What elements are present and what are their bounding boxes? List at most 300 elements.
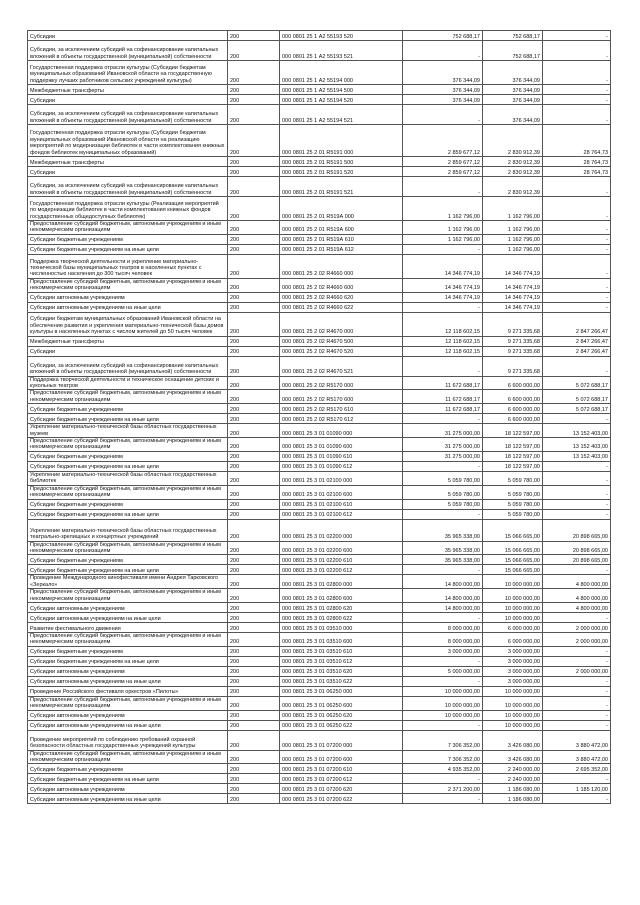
row-budget-code: 000 0801 25 3 01 06250 620 [280, 710, 403, 720]
row-unexecuted-amount: - [543, 292, 611, 302]
row-line-code: 200 [228, 602, 280, 612]
row-description: Укрепление материально-технической базы областных государственных библиотек [28, 471, 228, 485]
row-description: Субсидии, за исключением субсидий на софинансирование капитальных вложений в объекты государственной (муниципальной) собственности [28, 177, 228, 197]
row-executed-amount: 10 000 000,00 [483, 710, 543, 720]
row-unexecuted-amount: 20 898 665,00 [543, 541, 611, 555]
row-budget-code: 000 0801 25 3 01 02100 600 [280, 485, 403, 499]
table-row [28, 390, 611, 404]
row-budget-code: 000 0801 25 2 02 R4670 520 [280, 346, 403, 356]
row-approved-amount: 4 935 352,00 [403, 764, 483, 774]
row-line-code: 200 [228, 499, 280, 509]
table-row [28, 794, 611, 804]
row-line-code: 200 [228, 424, 280, 438]
row-description: Субсидии, за исключением субсидий на софинансирование капитальных вложений в объекты государственной (муниципальной) собственности [28, 41, 228, 61]
table-row [28, 555, 611, 565]
row-executed-amount: 18 122 597,00 [483, 424, 543, 438]
row-unexecuted-amount: - [543, 61, 611, 85]
row-approved-amount: 14 800 000,00 [403, 602, 483, 612]
row-line-code: 200 [228, 376, 280, 390]
row-description: Субсидии бюджетным учреждениям на иные цели [28, 414, 228, 424]
row-unexecuted-amount: - [543, 221, 611, 235]
row-executed-amount: 3 426 080,00 [483, 750, 543, 764]
table-row [28, 646, 611, 656]
row-executed-amount: 9 271 335,68 [483, 312, 543, 336]
row-approved-amount: 1 162 796,00 [403, 197, 483, 221]
table-row [28, 710, 611, 720]
row-line-code: 200 [228, 125, 280, 157]
row-unexecuted-amount: 13 152 403,00 [543, 424, 611, 438]
row-executed-amount: 6 000 000,00 [483, 622, 543, 632]
row-budget-code: 000 0801 25 2 02 R5170 600 [280, 390, 403, 404]
row-unexecuted-amount: 2 847 266,47 [543, 336, 611, 346]
table-row [28, 254, 611, 278]
table-row [28, 602, 611, 612]
table-row [28, 414, 611, 424]
table-row [28, 730, 611, 750]
row-executed-amount: 752 688,17 [483, 31, 543, 41]
row-unexecuted-amount: 5 072 688,17 [543, 404, 611, 414]
row-unexecuted-amount: - [543, 656, 611, 666]
row-budget-code: 000 0801 25 1 А2 55194 521 [280, 105, 403, 125]
row-budget-code: 000 0801 25 2 01 R519А 600 [280, 221, 403, 235]
row-line-code: 200 [228, 346, 280, 356]
row-executed-amount: 376 344,09 [483, 105, 543, 125]
row-budget-code: 000 0801 25 2 02 R4670 000 [280, 312, 403, 336]
row-line-code: 200 [228, 764, 280, 774]
row-approved-amount: - [403, 356, 483, 376]
row-approved-amount: 14 346 774,19 [403, 254, 483, 278]
row-approved-amount: 376 344,09 [403, 95, 483, 105]
row-budget-code: 000 0801 25 3 01 03510 600 [280, 632, 403, 646]
row-line-code: 200 [228, 646, 280, 656]
row-description: Субсидии [28, 95, 228, 105]
row-description: Межбюджетные трансферты [28, 157, 228, 167]
row-budget-code: 000 0801 25 2 02 R5170 610 [280, 404, 403, 414]
row-approved-amount: 2 859 677,12 [403, 157, 483, 167]
row-description: Субсидии бюджетным учреждениям [28, 764, 228, 774]
row-line-code: 200 [228, 750, 280, 764]
row-budget-code: 000 0801 25 3 01 02200 600 [280, 541, 403, 555]
row-budget-code: 000 0801 25 3 01 07200 610 [280, 764, 403, 774]
row-budget-code: 000 0801 25 2 02 R5170 612 [280, 414, 403, 424]
row-unexecuted-amount: - [543, 499, 611, 509]
row-approved-amount: - [403, 774, 483, 784]
table-row [28, 656, 611, 666]
row-line-code: 200 [228, 234, 280, 244]
row-description: Предоставление субсидий бюджетным, автономным учреждениям и иным некоммерческим организациям [28, 750, 228, 764]
row-approved-amount: 10 000 000,00 [403, 696, 483, 710]
row-unexecuted-amount: 4 800 000,00 [543, 589, 611, 603]
row-description: Предоставление субсидий бюджетным, автономным учреждениям и иным некоммерческим организациям [28, 485, 228, 499]
row-unexecuted-amount: 13 152 403,00 [543, 451, 611, 461]
row-approved-amount: 8 000 000,00 [403, 622, 483, 632]
row-budget-code: 000 0801 25 2 02 R4660 000 [280, 254, 403, 278]
row-budget-code: 000 0801 25 2 02 R4660 600 [280, 278, 403, 292]
row-approved-amount: 11 672 688,17 [403, 376, 483, 390]
row-executed-amount: 2 830 912,39 [483, 167, 543, 177]
row-approved-amount: - [403, 461, 483, 471]
row-unexecuted-amount: - [543, 696, 611, 710]
row-approved-amount: 1 162 796,00 [403, 234, 483, 244]
row-description: Проведение мероприятий по соблюдению требований охранной безопасности областных государственных учреждений культуры [28, 730, 228, 750]
row-budget-code: 000 0801 25 3 01 06250 622 [280, 720, 403, 730]
row-description: Субсидии, за исключением субсидий на софинансирование капитальных вложений в объекты государственной (муниципальной) собственности [28, 105, 228, 125]
row-budget-code: 000 0801 25 3 01 03510 610 [280, 646, 403, 656]
row-line-code: 200 [228, 221, 280, 235]
row-description: Субсидии автономным учреждениям на иные цели [28, 720, 228, 730]
row-unexecuted-amount: - [543, 686, 611, 696]
row-unexecuted-amount: - [543, 646, 611, 656]
row-budget-code: 000 0801 25 3 01 02800 622 [280, 612, 403, 622]
row-executed-amount: 14 346 774,19 [483, 254, 543, 278]
row-budget-code: 000 0801 25 3 01 03510 622 [280, 676, 403, 686]
row-executed-amount: 5 059 780,00 [483, 509, 543, 519]
row-approved-amount: 752 688,17 [403, 31, 483, 41]
row-description: Предоставление субсидий бюджетным, автономным учреждениям и иным некоммерческим организациям [28, 589, 228, 603]
budget-execution-table [27, 30, 611, 804]
row-budget-code: 000 0801 25 2 01 R519А 612 [280, 244, 403, 254]
row-description: Проведение Российского фестиваля оркестров «Пилоты» [28, 686, 228, 696]
row-approved-amount: 11 672 688,17 [403, 404, 483, 414]
row-executed-amount: 1 186 080,00 [483, 794, 543, 804]
row-line-code: 200 [228, 356, 280, 376]
row-line-code: 200 [228, 519, 280, 541]
row-budget-code: 000 0801 25 3 01 02200 612 [280, 565, 403, 575]
row-budget-code: 000 0801 25 1 А2 55193 520 [280, 31, 403, 41]
row-approved-amount: - [403, 720, 483, 730]
table-row [28, 750, 611, 764]
row-executed-amount: 18 122 597,00 [483, 451, 543, 461]
row-approved-amount: 7 306 352,00 [403, 750, 483, 764]
row-executed-amount: 14 346 774,19 [483, 292, 543, 302]
row-unexecuted-amount: - [543, 461, 611, 471]
row-budget-code: 000 0801 25 2 02 R5170 000 [280, 376, 403, 390]
table-row [28, 167, 611, 177]
row-executed-amount: 1 162 796,00 [483, 221, 543, 235]
row-unexecuted-amount: - [543, 105, 611, 125]
row-executed-amount: 14 346 774,19 [483, 278, 543, 292]
table-row [28, 61, 611, 85]
row-line-code: 200 [228, 177, 280, 197]
row-budget-code: 000 0801 25 3 01 01090 612 [280, 461, 403, 471]
row-executed-amount: 14 346 774,19 [483, 302, 543, 312]
row-unexecuted-amount: - [543, 356, 611, 376]
row-description: Субсидии бюджетным учреждениям [28, 234, 228, 244]
row-executed-amount: 2 830 912,39 [483, 157, 543, 167]
row-budget-code: 000 0801 25 2 02 R4670 500 [280, 336, 403, 346]
row-unexecuted-amount: 2 000 000,00 [543, 666, 611, 676]
row-budget-code: 000 0801 25 2 01 R5191 521 [280, 177, 403, 197]
row-executed-amount: 1 186 080,00 [483, 784, 543, 794]
row-budget-code: 000 0801 25 3 01 06250 000 [280, 686, 403, 696]
row-executed-amount: 15 066 665,00 [483, 565, 543, 575]
row-line-code: 200 [228, 485, 280, 499]
row-description: Субсидии автономным учреждениям [28, 710, 228, 720]
row-unexecuted-amount: - [543, 254, 611, 278]
row-executed-amount: 3 000 000,00 [483, 656, 543, 666]
row-unexecuted-amount: 5 072 688,17 [543, 390, 611, 404]
row-description: Субсидии бюджетным учреждениям на иные цели [28, 656, 228, 666]
table-row [28, 221, 611, 235]
row-description: Государственная поддержка отрасли культуры (Субсидии бюджетам муниципальных образований Ивановской области на государственную поддержку лучших работников сельских учреждений культуры) [28, 61, 228, 85]
row-executed-amount: 9 271 335,68 [483, 356, 543, 376]
row-budget-code: 000 0801 25 3 01 02100 612 [280, 509, 403, 519]
row-unexecuted-amount: - [543, 471, 611, 485]
row-line-code: 200 [228, 471, 280, 485]
row-executed-amount: 2 240 000,00 [483, 764, 543, 774]
row-description: Предоставление субсидий бюджетным, автономным учреждениям и иным некоммерческим организациям [28, 541, 228, 555]
row-executed-amount: 6 000 000,00 [483, 632, 543, 646]
row-unexecuted-amount: 4 800 000,00 [543, 575, 611, 589]
row-line-code: 200 [228, 686, 280, 696]
row-line-code: 200 [228, 666, 280, 676]
row-description: Предоставление субсидий бюджетным, автономным учреждениям и иным некоммерческим организациям [28, 390, 228, 404]
table-row [28, 292, 611, 302]
table-row [28, 764, 611, 774]
row-unexecuted-amount: 2 847 266,47 [543, 346, 611, 356]
row-line-code: 200 [228, 451, 280, 461]
row-budget-code: 000 0801 25 2 01 R519А 000 [280, 197, 403, 221]
row-budget-code: 000 0801 25 1 А2 55193 521 [280, 41, 403, 61]
row-executed-amount: 1 162 796,00 [483, 197, 543, 221]
row-budget-code: 000 0801 25 3 01 07200 620 [280, 784, 403, 794]
row-budget-code: 000 0801 25 3 01 07200 612 [280, 774, 403, 784]
row-description: Субсидии бюджетным учреждениям на иные цели [28, 774, 228, 784]
row-approved-amount: 7 306 352,00 [403, 730, 483, 750]
row-executed-amount: 376 344,09 [483, 85, 543, 95]
row-description: Субсидии бюджетным учреждениям [28, 555, 228, 565]
row-budget-code: 000 0801 25 3 01 02200 610 [280, 555, 403, 565]
row-line-code: 200 [228, 302, 280, 312]
row-budget-code: 000 0801 25 2 01 R5191 500 [280, 157, 403, 167]
row-line-code: 200 [228, 774, 280, 784]
row-executed-amount: 10 000 000,00 [483, 575, 543, 589]
row-description: Субсидии автономным учреждениям [28, 784, 228, 794]
row-unexecuted-amount: 2 695 352,00 [543, 764, 611, 774]
row-executed-amount: 6 600 000,00 [483, 404, 543, 414]
row-line-code: 200 [228, 292, 280, 302]
row-executed-amount: 10 000 000,00 [483, 589, 543, 603]
row-executed-amount: 15 066 665,00 [483, 555, 543, 565]
table-row [28, 438, 611, 452]
row-unexecuted-amount: - [543, 774, 611, 784]
table-row [28, 346, 611, 356]
row-executed-amount: 10 000 000,00 [483, 686, 543, 696]
row-executed-amount: 10 000 000,00 [483, 720, 543, 730]
row-description: Субсидии автономным учреждениям [28, 292, 228, 302]
table-row [28, 632, 611, 646]
row-approved-amount: 3 000 000,00 [403, 646, 483, 656]
row-unexecuted-amount: - [543, 302, 611, 312]
row-approved-amount: 14 800 000,00 [403, 575, 483, 589]
row-description: Субсидии бюджетным учреждениям на иные цели [28, 244, 228, 254]
row-executed-amount: 3 000 000,00 [483, 676, 543, 686]
row-description: Предоставление субсидий бюджетным, автономным учреждениям и иным некоммерческим организациям [28, 696, 228, 710]
table-row [28, 686, 611, 696]
row-unexecuted-amount: - [543, 414, 611, 424]
row-approved-amount: 5 000 000,00 [403, 666, 483, 676]
row-line-code: 200 [228, 95, 280, 105]
table-row [28, 177, 611, 197]
row-approved-amount: 35 965 338,00 [403, 541, 483, 555]
row-description: Субсидии автономным учреждениям на иные цели [28, 794, 228, 804]
row-budget-code: 000 0801 25 2 01 R5191 520 [280, 167, 403, 177]
row-description: Предоставление субсидий бюджетным, автономным учреждениям и иным некоммерческим организациям [28, 278, 228, 292]
row-description: Поддержка творческой деятельности и техническое оснащение детских и кукольных театров [28, 376, 228, 390]
row-line-code: 200 [228, 197, 280, 221]
row-description: Субсидии [28, 167, 228, 177]
row-description: Субсидии автономным учреждениям [28, 602, 228, 612]
table-row [28, 404, 611, 414]
row-approved-amount: 31 275 000,00 [403, 451, 483, 461]
table-row [28, 519, 611, 541]
table-row [28, 105, 611, 125]
row-executed-amount: 6 600 000,00 [483, 376, 543, 390]
row-budget-code: 000 0801 25 3 01 07200 600 [280, 750, 403, 764]
row-line-code: 200 [228, 656, 280, 666]
table-row [28, 244, 611, 254]
row-line-code: 200 [228, 414, 280, 424]
table-row [28, 589, 611, 603]
row-executed-amount: 9 271 335,68 [483, 336, 543, 346]
table-row [28, 720, 611, 730]
row-description: Субсидии автономным учреждениям на иные цели [28, 302, 228, 312]
row-approved-amount: 11 672 688,17 [403, 390, 483, 404]
row-executed-amount: 18 122 597,00 [483, 461, 543, 471]
row-approved-amount: 12 118 602,15 [403, 336, 483, 346]
row-approved-amount: - [403, 612, 483, 622]
row-approved-amount: 12 118 602,15 [403, 312, 483, 336]
row-approved-amount: 31 275 000,00 [403, 424, 483, 438]
row-unexecuted-amount: 20 898 665,00 [543, 519, 611, 541]
row-budget-code: 000 0801 25 3 01 02100 000 [280, 471, 403, 485]
row-unexecuted-amount: - [543, 41, 611, 61]
table-row [28, 774, 611, 784]
table-body [28, 31, 611, 804]
row-approved-amount: 376 344,09 [403, 85, 483, 95]
row-executed-amount: 752 688,17 [483, 41, 543, 61]
row-description: Поддержка творческой деятельности и укрепление материально-технической базы муниципальных театров в населенных пунктах с численностью населения до 300 тысяч человек [28, 254, 228, 278]
row-executed-amount: 10 000 000,00 [483, 612, 543, 622]
row-budget-code: 000 0801 25 3 01 07200 000 [280, 730, 403, 750]
row-executed-amount: 2 830 912,39 [483, 177, 543, 197]
row-approved-amount: 1 162 796,00 [403, 221, 483, 235]
row-budget-code: 000 0801 25 3 01 02100 610 [280, 499, 403, 509]
table-row [28, 612, 611, 622]
row-description: Субсидии бюджетным учреждениям на иные цели [28, 509, 228, 519]
row-line-code: 200 [228, 41, 280, 61]
row-executed-amount: 2 240 000,00 [483, 774, 543, 784]
table-row [28, 31, 611, 41]
row-line-code: 200 [228, 555, 280, 565]
row-executed-amount: 1 162 796,00 [483, 234, 543, 244]
row-line-code: 200 [228, 509, 280, 519]
row-approved-amount: 2 859 677,12 [403, 167, 483, 177]
table-row [28, 565, 611, 575]
row-line-code: 200 [228, 676, 280, 686]
row-description: Укрепление материально-технической базы областных государственных музеев [28, 424, 228, 438]
budget-report-sheet [27, 30, 610, 804]
row-unexecuted-amount: - [543, 244, 611, 254]
row-unexecuted-amount: - [543, 710, 611, 720]
row-description: Субсидии бюджетным учреждениям [28, 646, 228, 656]
row-approved-amount: - [403, 244, 483, 254]
row-budget-code: 000 0801 25 3 01 01090 600 [280, 438, 403, 452]
table-row [28, 696, 611, 710]
row-unexecuted-amount: - [543, 509, 611, 519]
row-unexecuted-amount: - [543, 95, 611, 105]
table-row [28, 85, 611, 95]
row-description: Межбюджетные трансферты [28, 336, 228, 346]
row-description: Субсидии, за исключением субсидий на софинансирование капитальных вложений в объекты государственной (муниципальной) собственности [28, 356, 228, 376]
table-row [28, 485, 611, 499]
row-executed-amount: 5 059 780,00 [483, 471, 543, 485]
row-executed-amount: 18 122 597,00 [483, 438, 543, 452]
row-line-code: 200 [228, 784, 280, 794]
row-line-code: 200 [228, 254, 280, 278]
row-unexecuted-amount: 3 880 472,00 [543, 730, 611, 750]
row-unexecuted-amount: 1 185 120,00 [543, 784, 611, 794]
row-description: Субсидии бюджетным учреждениям [28, 451, 228, 461]
row-approved-amount: - [403, 565, 483, 575]
table-row [28, 509, 611, 519]
row-description: Предоставление субсидий бюджетным, автономным учреждениям и иным некоммерческим организациям [28, 438, 228, 452]
table-row [28, 336, 611, 346]
row-unexecuted-amount: - [543, 612, 611, 622]
table-row [28, 376, 611, 390]
row-approved-amount: 14 800 000,00 [403, 589, 483, 603]
row-approved-amount: - [403, 676, 483, 686]
row-unexecuted-amount: 28 764,73 [543, 125, 611, 157]
row-budget-code: 000 0801 25 3 01 03510 612 [280, 656, 403, 666]
row-budget-code: 000 0801 25 1 А2 55194 520 [280, 95, 403, 105]
row-line-code: 200 [228, 244, 280, 254]
row-budget-code: 000 0801 25 2 02 R4670 521 [280, 356, 403, 376]
row-unexecuted-amount: - [543, 234, 611, 244]
row-unexecuted-amount: 28 764,73 [543, 167, 611, 177]
row-approved-amount: 31 275 000,00 [403, 438, 483, 452]
row-approved-amount: 376 344,09 [403, 61, 483, 85]
row-line-code: 200 [228, 730, 280, 750]
row-description: Субсидии автономным учреждениям [28, 666, 228, 676]
row-line-code: 200 [228, 541, 280, 555]
row-line-code: 200 [228, 404, 280, 414]
row-approved-amount: - [403, 177, 483, 197]
row-unexecuted-amount: - [543, 278, 611, 292]
row-approved-amount: 2 859 677,12 [403, 125, 483, 157]
row-line-code: 200 [228, 336, 280, 346]
table-row [28, 125, 611, 157]
table-row [28, 784, 611, 794]
row-approved-amount: - [403, 656, 483, 666]
table-row [28, 312, 611, 336]
row-unexecuted-amount: - [543, 485, 611, 499]
row-approved-amount: 12 118 602,15 [403, 346, 483, 356]
row-line-code: 200 [228, 710, 280, 720]
row-approved-amount: 14 346 774,19 [403, 278, 483, 292]
row-budget-code: 000 0801 25 3 01 07200 622 [280, 794, 403, 804]
row-executed-amount: 6 600 000,00 [483, 414, 543, 424]
row-description: Субсидии бюджетам муниципальных образований Ивановской области на обеспечение развития и укрепления материально-технической базы домов культуры в населенных пунктах с числом жителей до 50 тысяч человек [28, 312, 228, 336]
row-line-code: 200 [228, 31, 280, 41]
row-approved-amount: 35 965 338,00 [403, 519, 483, 541]
row-line-code: 200 [228, 565, 280, 575]
row-line-code: 200 [228, 438, 280, 452]
row-executed-amount: 10 000 000,00 [483, 696, 543, 710]
row-executed-amount: 5 059 780,00 [483, 499, 543, 509]
row-executed-amount: 3 000 000,00 [483, 666, 543, 676]
row-unexecuted-amount: 2 847 266,47 [543, 312, 611, 336]
